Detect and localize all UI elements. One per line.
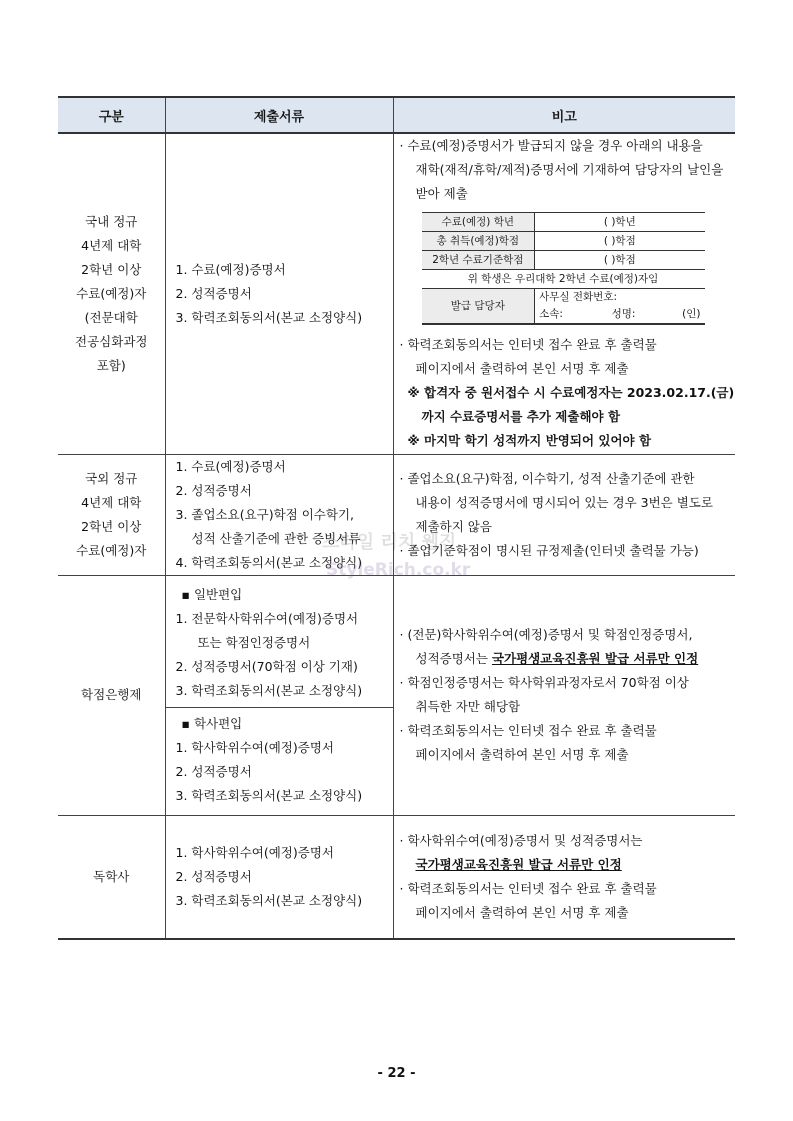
page-number: - 22 - — [377, 1066, 416, 1081]
table-row — [58, 133, 735, 454]
remarks-cell: · (전문)학사학위수여(예정)증명서 및 학점인정증명서, 성적증명서는 국가평생교육진흥원 발급 서류만 인정 · 학점인정증명서는 학사학위과정자로서 70학점 이상 취득한 자만 해당함 · 학력조회동의서는 인터넷 접수 완료 후 출력물 페이지에서 출력하여 본인 서명 후 제출 — [393, 575, 735, 815]
form-issuer-cell: 사무실 전화번호: 소속: 성명: (인) — [535, 289, 705, 325]
category-cell: 독학사 — [58, 815, 165, 939]
documents-cell: 1. 학사학위수여(예정)증명서 2. 성적증명서 3. 학력조회동의서(본교 소정양식) — [165, 815, 393, 939]
form-value: ( )학년 — [535, 213, 705, 232]
category-cell: 국내 정규 4년제 대학 2학년 이상 수료(예정)자 (전문대학 전공심화과정 포함) — [58, 133, 165, 454]
header-category: 구분 — [58, 97, 165, 133]
admission-documents-table — [58, 96, 735, 940]
form-label: 발급 담당자 — [422, 289, 535, 325]
header-documents: 제출서류 — [165, 97, 393, 133]
table-header-row — [58, 97, 735, 133]
notice-deadline: ※ 합격자 중 원서접수 시 수료예정자는 2023.02.17.(금) — [407, 385, 735, 401]
emphasis-underline: 국가평생교육진흥원 발급 서류만 인정 — [491, 651, 699, 666]
remarks-cell: · 학사학위수여(예정)증명서 및 성적증명서는 국가평생교육진흥원 발급 서류만 인정 · 학력조회동의서는 인터넷 접수 완료 후 출력물 페이지에서 출력하여 본인 서명 후 제출 — [393, 815, 735, 939]
table-row — [58, 815, 735, 939]
table-row — [58, 454, 735, 575]
documents-cell: 1. 수료(예정)증명서 2. 성적증명서 3. 학력조회동의서(본교 소정양식) — [165, 133, 393, 454]
table-row — [58, 575, 735, 815]
watermark-text: 스타일 리치 웹진 — [322, 532, 457, 553]
documents-cell: 1. 수료(예정)증명서 2. 성적증명서 3. 졸업소요(요구)학점 이수학기, 성적 산출기준에 관한 증빙서류 4. 학력조회동의서(본교 소정양식) — [165, 454, 393, 575]
category-cell: 학점은행제 — [58, 575, 165, 815]
documents-cell: ▪ 일반편입 1. 전문학사학위수여(예정)증명서 또는 학점인정증명서 2. 성적증명서(70학점 이상 기재) 3. 학력조회동의서(본교 소정양식) ▪ 학사편입 1. 학사학위수여(예정)증명서 2. 성적증명서 3. 학력조회동의서(본교 소정양식) — [165, 575, 393, 815]
category-cell: 국외 정규 4년제 대학 2학년 이상 수료(예정)자 — [58, 454, 165, 575]
notice-final-semester: ※ 마지막 학기 성적까지 반영되어 있어야 함 — [407, 433, 652, 449]
remarks-cell: · 졸업소요(요구)학점, 이수학기, 성적 산출기준에 관한 내용이 성적증명서에 명시되어 있는 경우 3번은 별도로 제출하지 않음 · 졸업기준학점이 명시된 규정제출(인터넷 출력물 가능) — [393, 454, 735, 575]
form-value: ( )학점 — [535, 232, 705, 251]
form-statement: 위 학생은 우리대학 2학년 수료(예정)자임 — [422, 270, 705, 289]
form-label: 수료(예정) 학년 — [422, 213, 535, 232]
form-label: 2학년 수료기준학점 — [422, 251, 535, 270]
form-value: ( )학점 — [535, 251, 705, 270]
remarks-cell: · 수료(예정)증명서가 발급되지 않을 경우 아래의 내용을 재학(재적/휴학/제적)증명서에 기재하여 담당자의 날인을 받아 제출 수료(예정) 학년 ( )학년 총 취득(예정)학점 ( )학점 2학년 수료기준학점 ( )학점 위 학생은 우리대학 2학년 수료(예정)자임 발급 담당자 사무실 전화번호: 소속: 성명: (인) · 학력조회동의서는 인터넷 접수 완료 후 출력물 페이지에서 출력하여 본인 서명 후 제출 ※ 합격자 중 원서접수 시 수료예정자는 2023.02.17.(금) 까지 수료증명서를 추가 제출해야 함 ※ 마지막 학기 성적까지 반영되어 있어야 함 — [393, 133, 735, 454]
header-remarks: 비고 — [393, 97, 735, 133]
watermark-url: StyleRich.co.kr — [326, 560, 471, 580]
emphasis-underline: 국가평생교육진흥원 발급 서류만 인정 — [415, 856, 622, 872]
group-title-general-transfer: ▪ 일반편입 — [181, 586, 243, 602]
form-label: 총 취득(예정)학점 — [422, 232, 535, 251]
completion-form-table — [422, 212, 705, 325]
group-title-bachelor-transfer: ▪ 학사편입 — [181, 715, 243, 731]
divider — [166, 707, 393, 708]
